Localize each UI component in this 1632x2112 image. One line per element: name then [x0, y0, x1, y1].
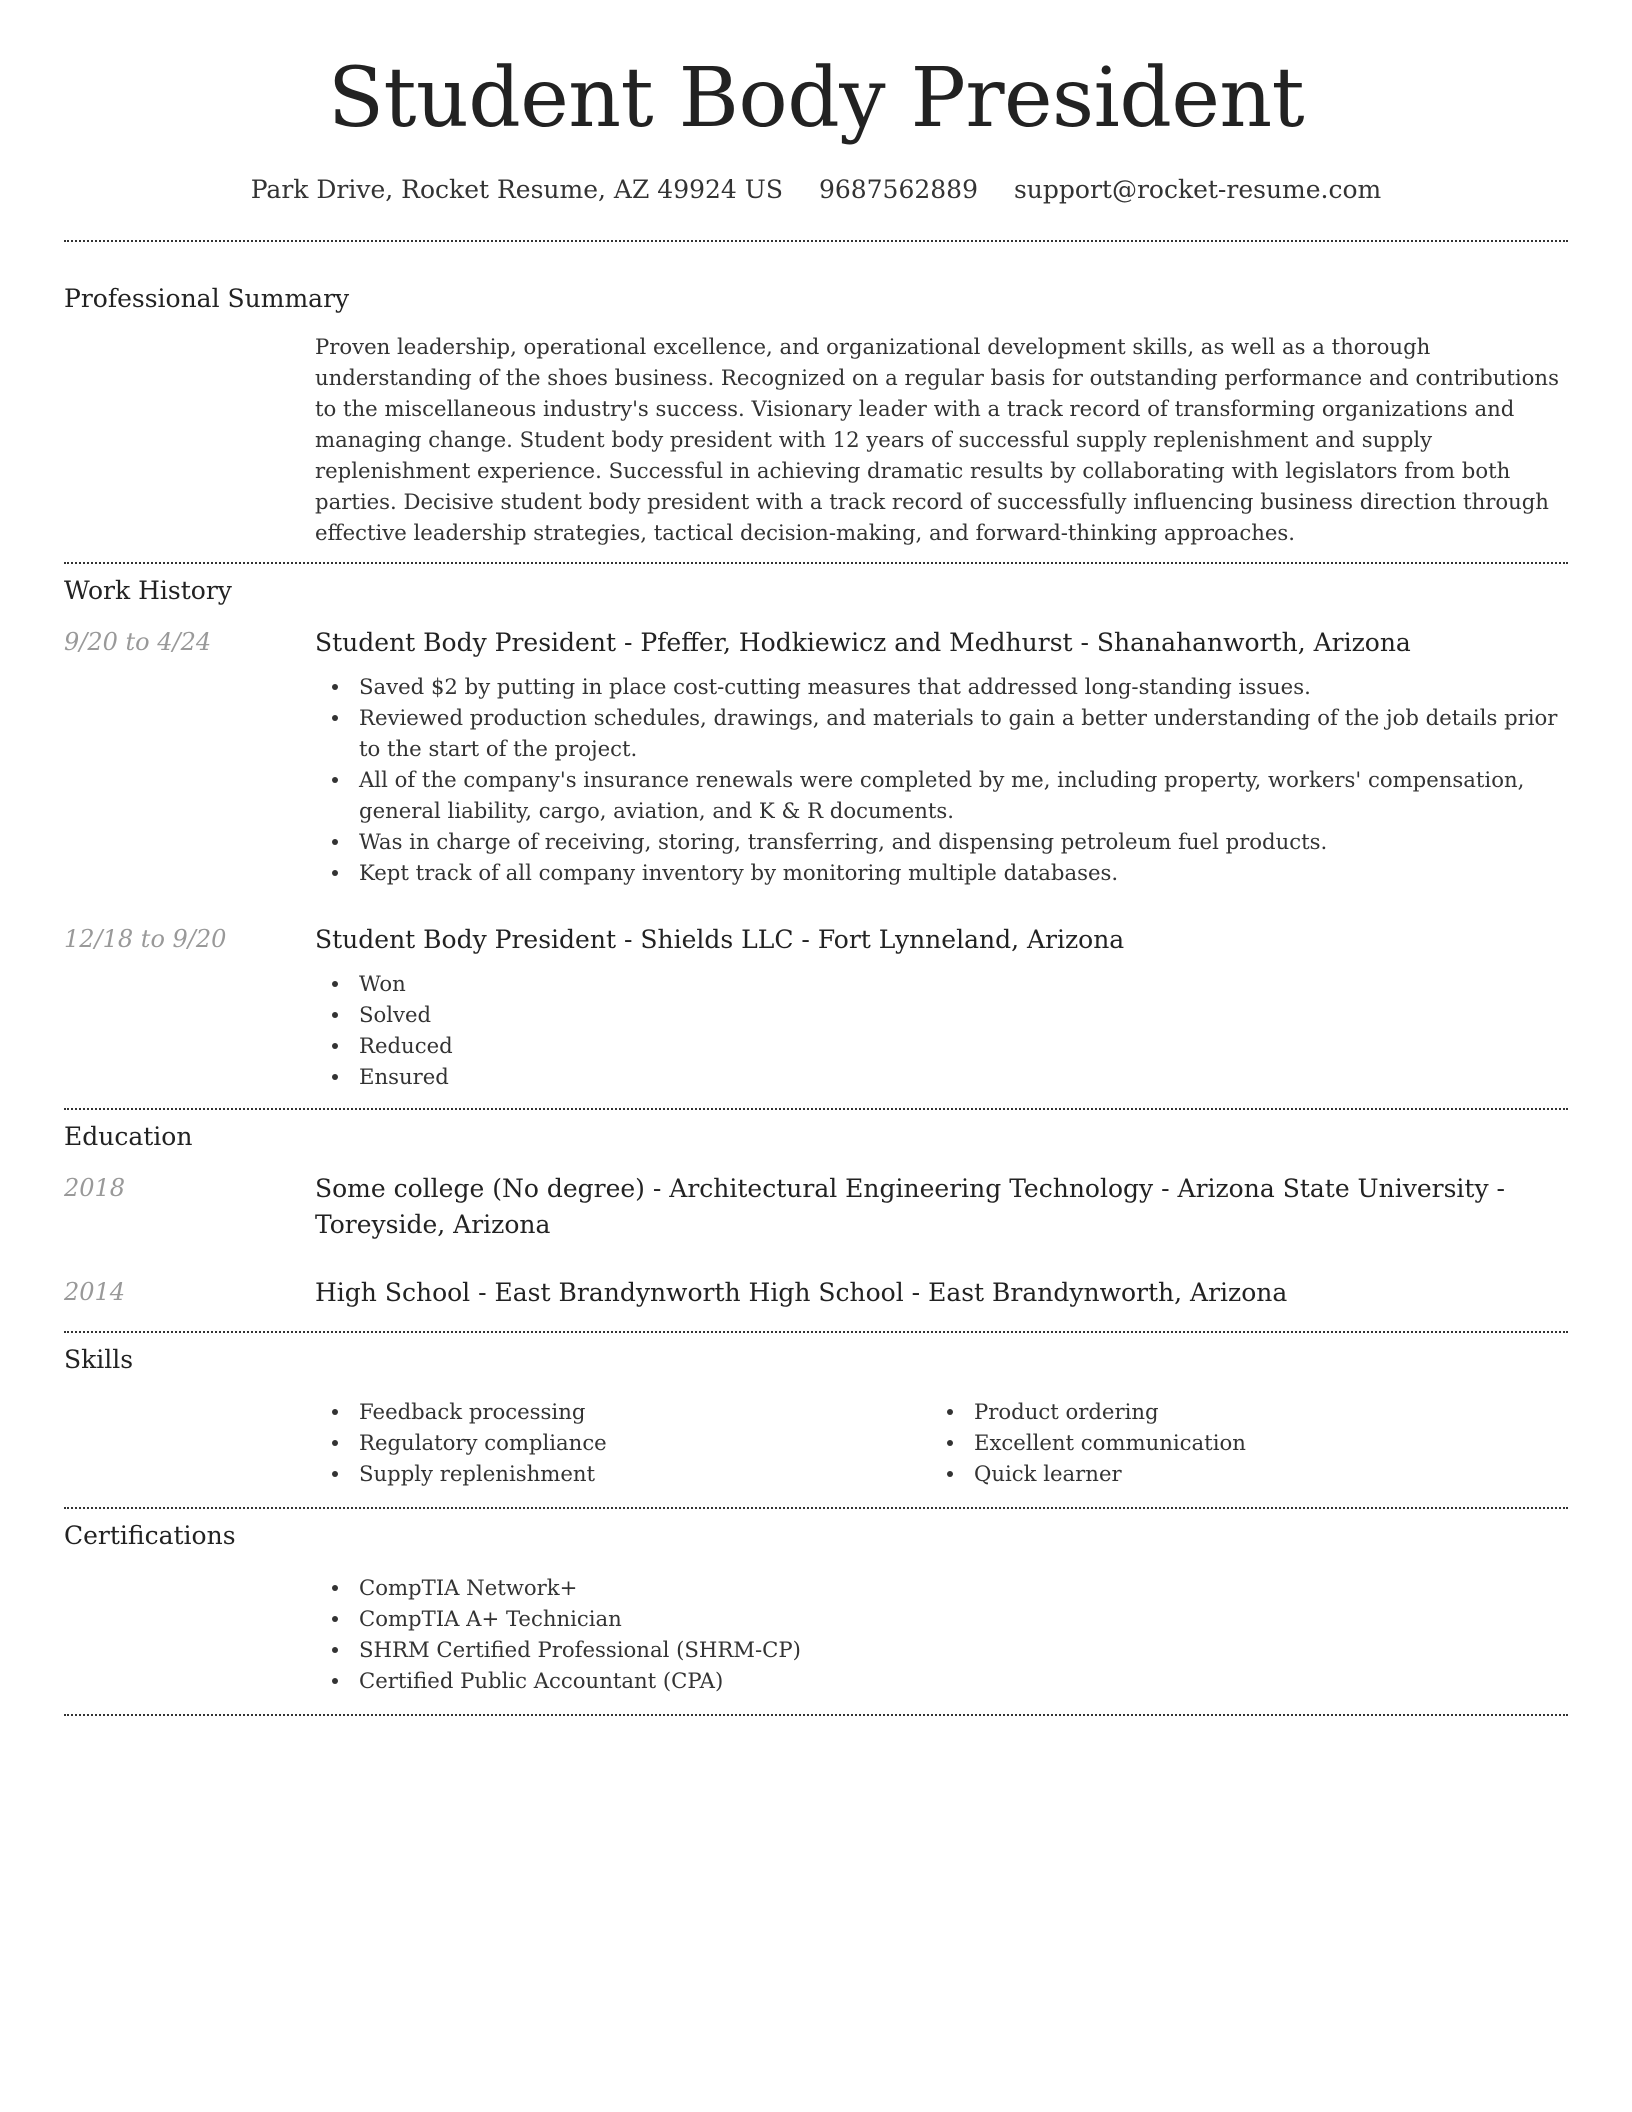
education-year: 2014 [64, 1278, 126, 1306]
summary-section [64, 242, 1568, 548]
education-section [64, 1110, 1568, 1311]
list-item: Regulatory compliance [359, 1427, 930, 1458]
summary-heading: Professional Summary [64, 284, 350, 313]
work-heading: Work History [64, 576, 232, 605]
education-year: 2018 [64, 1174, 126, 1202]
skills-list-right [930, 1396, 1545, 1489]
list-item: Kept track of all company inventory by monitoring multiple databases. [359, 857, 1568, 888]
job-role: Student Body President [315, 628, 617, 657]
education-detail: - East Brandynworth High School - East Brandynworth, Arizona [470, 1278, 1288, 1307]
certifications-heading: Certifications [64, 1521, 236, 1550]
summary-text: Proven leadership, operational excellence, and organizational development skills, as well as a thorough understanding of the shoes business. Recognized on a regular basis for outstanding performance and contributions to the miscellaneous industry's success. Visionary leader with a track record of transforming organizations and managing change. Student body president with 12 years of successful supply replenishment and supply replenishment experience. Successful in achieving dramatic results by collaborating with legislators from both parties. Decisive student body president with a track record of successfully influencing business direction through effective leadership strategies, tactical decision-making, and forward-thinking approaches. [315, 334, 1559, 545]
divider [64, 1714, 1568, 1716]
list-item: All of the company's insurance renewals were completed by me, including property, workers' compensation, general liability, cargo, aviation, and K & R documents. [359, 764, 1568, 826]
list-item: SHRM Certified Professional (SHRM-CP) [359, 1634, 1568, 1665]
skills-section [64, 1333, 1568, 1489]
contact-email: support@rocket-resume.com [1013, 175, 1382, 204]
list-item: Reviewed production schedules, drawings, and materials to gain a better understanding of the job details prior to the start of the project. [359, 702, 1568, 764]
list-item: Ensured [359, 1061, 1568, 1092]
certifications-list [315, 1572, 1568, 1696]
list-item: CompTIA Network+ [359, 1572, 1568, 1603]
list-item: Certified Public Accountant (CPA) [359, 1665, 1568, 1696]
contact-phone: 9687562889 [818, 175, 978, 204]
skills-heading: Skills [64, 1345, 134, 1374]
list-item: Feedback processing [359, 1396, 930, 1427]
list-item: Quick learner [974, 1458, 1545, 1489]
job-bullets [315, 671, 1568, 888]
education-degree: Some college (No degree) - Architectural Engineering Technology [315, 1174, 1154, 1203]
contact-line [64, 158, 1568, 222]
skills-list-left [315, 1396, 930, 1489]
list-item: Was in charge of receiving, storing, transferring, and dispensing petroleum fuel products. [359, 826, 1568, 857]
education-entry [64, 1275, 1568, 1311]
list-item: Solved [359, 999, 1568, 1030]
list-item: Supply replenishment [359, 1458, 930, 1489]
list-item: Excellent communication [974, 1427, 1545, 1458]
job-title [315, 625, 1568, 661]
certifications-section [64, 1509, 1568, 1696]
job-title [315, 922, 1568, 958]
education-title [315, 1275, 1568, 1311]
education-detail: - Arizona State University - Toreyside, Arizona [315, 1174, 1505, 1239]
list-item: Product ordering [974, 1396, 1545, 1427]
list-item: Won [359, 968, 1568, 999]
job-detail: - Pfeffer, Hodkiewicz and Medhurst - Shanahanworth, Arizona [616, 628, 1411, 657]
job-dates: 9/20 to 4/24 [64, 628, 212, 656]
job-detail: - Shields LLC - Fort Lynneland, Arizona [616, 925, 1125, 954]
job-entry [64, 625, 1568, 888]
contact-address: Park Drive, Rocket Resume, AZ 49924 US [250, 175, 783, 204]
job-bullets [315, 968, 1568, 1092]
job-role: Student Body President [315, 925, 617, 954]
list-item: Saved $2 by putting in place cost-cutting measures that addressed long-standing issues. [359, 671, 1568, 702]
job-dates: 12/18 to 9/20 [64, 925, 227, 953]
list-item: CompTIA A+ Technician [359, 1603, 1568, 1634]
list-item: Reduced [359, 1030, 1568, 1061]
work-section [64, 564, 1568, 1092]
resume-name: Student Body President [327, 51, 1305, 146]
education-entry [64, 1171, 1568, 1243]
education-heading: Education [64, 1122, 193, 1151]
job-entry [64, 922, 1568, 1092]
resume-page [64, 0, 1568, 1716]
education-degree: High School [315, 1278, 471, 1307]
education-title [315, 1171, 1568, 1243]
